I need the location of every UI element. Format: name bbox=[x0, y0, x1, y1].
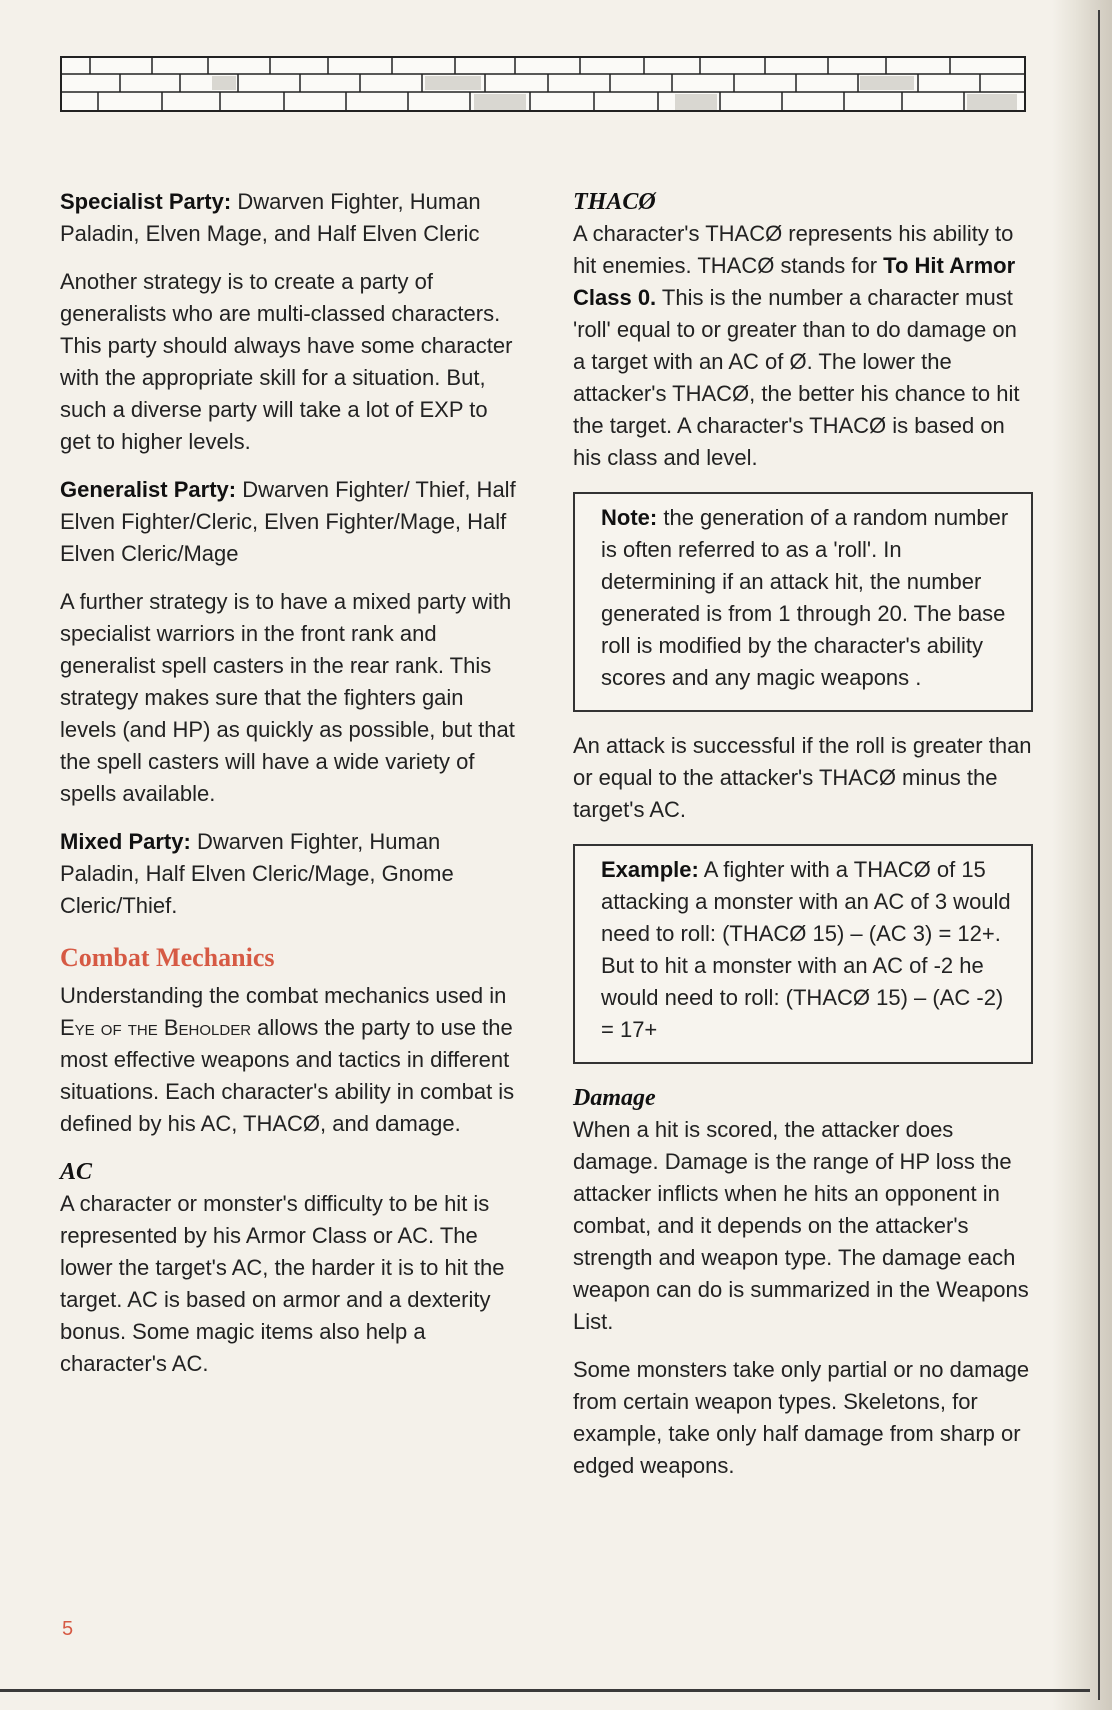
ac-heading: AC bbox=[60, 1159, 93, 1185]
note-text: the generation of a random number is often referred to as a 'roll'. In determining if an attack hit, the number generated is from 1 through 20. The base roll is modified by the character's ability scores and any magic weapons . bbox=[601, 505, 1009, 690]
thaco-heading: THACØ bbox=[573, 189, 656, 215]
thaco-bold: To Hit Armor Class 0. bbox=[573, 253, 1016, 310]
thaco-text-1: A character's THACØ represents his ability to hit enemies. THACØ stands for bbox=[573, 221, 1014, 278]
generalist-party-label: Generalist Party: bbox=[60, 477, 237, 502]
example-text: A fighter with a THACØ of 15 attacking a monster with an AC of 3 would need to roll: (THACØ 15) – (AC 3) = 12+. But to hit a monster with an AC of -2 he would need to roll: (THACØ 15) – (AC -2) = 17+ bbox=[601, 857, 1011, 1042]
page-bottom-rule bbox=[0, 1689, 1090, 1692]
note-label: Note: bbox=[601, 505, 658, 530]
combat-mechanics-paragraph bbox=[60, 980, 520, 1140]
mixed-party-text: Dwarven Fighter, Human Paladin, Half Elven Cleric/Mage, Gnome Cleric/Thief. bbox=[60, 829, 454, 918]
combat-text-before: Understanding the combat mechanics used in bbox=[60, 983, 507, 1008]
generalist-party-text: Dwarven Fighter/ Thief, Half Elven Fighter/Cleric, Elven Fighter/Mage, Half Elven Cleric/Mage bbox=[60, 477, 516, 566]
attack-paragraph: An attack is successful if the roll is greater than or equal to the attacker's THACØ minus the target's AC. bbox=[573, 733, 1032, 822]
ac-paragraph: A character or monster's difficulty to be hit is represented by his Armor Class or AC. The lower the target's AC, the harder it is to hit the target. AC is based on armor and a dexterity bonus. Some magic items also help a character's AC. bbox=[60, 1191, 505, 1376]
specialist-party-text: Dwarven Fighter, Human Paladin, Elven Mage, and Half Elven Cleric bbox=[60, 189, 481, 246]
damage-heading: Damage bbox=[573, 1085, 656, 1111]
mixed-intro: A further strategy is to have a mixed party with specialist warriors in the front rank and generalist spell casters in the rear rank. This strategy makes sure that the fighters gain levels (and HP) as quickly as possible, but that the spell casters will have a wide variety of spells available. bbox=[60, 589, 515, 806]
combat-text-after: allows the party to use the most effective weapons and tactics in different situations. Each character's ability in combat is defined by his AC, THACØ, and damage. bbox=[60, 1015, 515, 1136]
left-column bbox=[60, 186, 520, 1396]
example-label: Example: bbox=[601, 857, 699, 882]
specialist-party-label: Specialist Party: bbox=[60, 189, 232, 214]
generalist-intro: Another strategy is to create a party of generalists who are multi-classed characters. This party should always have some character with the appropriate skill for a situation. But, such a diverse party will take a lot of EXP to get to higher levels. bbox=[60, 269, 513, 454]
right-column bbox=[573, 186, 1033, 1498]
mixed-party-paragraph bbox=[60, 826, 520, 922]
damage-paragraph: When a hit is scored, the attacker does damage. Damage is the range of HP loss the attacker inflicts when he hits an opponent in combat, and it depends on the attacker's strength and weapon type. The damage each weapon can do is summarized in the Weapons List. bbox=[573, 1117, 1029, 1334]
page-shade bbox=[1052, 0, 1112, 1710]
note-box bbox=[573, 492, 1033, 712]
thaco-text-2: This is the number a character must 'roll' equal to or greater than to do damage on a target with an AC of Ø. The lower the attacker's THACØ, the better his chance to hit the target. A character's THACØ is based on his class and level. bbox=[573, 285, 1020, 470]
mixed-party-label: Mixed Party: bbox=[60, 829, 191, 854]
specialist-party-paragraph bbox=[60, 186, 520, 250]
thaco-paragraph bbox=[573, 218, 1033, 474]
generalist-party-paragraph bbox=[60, 474, 520, 570]
skeleton-paragraph: Some monsters take only partial or no damage from certain weapon types. Skeletons, for example, take only half damage from sharp or edged weapons. bbox=[573, 1357, 1030, 1478]
game-title: Eye of the Beholder bbox=[60, 1015, 252, 1040]
combat-mechanics-heading: Combat Mechanics bbox=[60, 943, 275, 972]
page-number: 5 bbox=[62, 1618, 74, 1640]
page-edge bbox=[1098, 10, 1100, 1700]
stone-wall-banner bbox=[60, 56, 1026, 112]
example-box bbox=[573, 844, 1033, 1064]
